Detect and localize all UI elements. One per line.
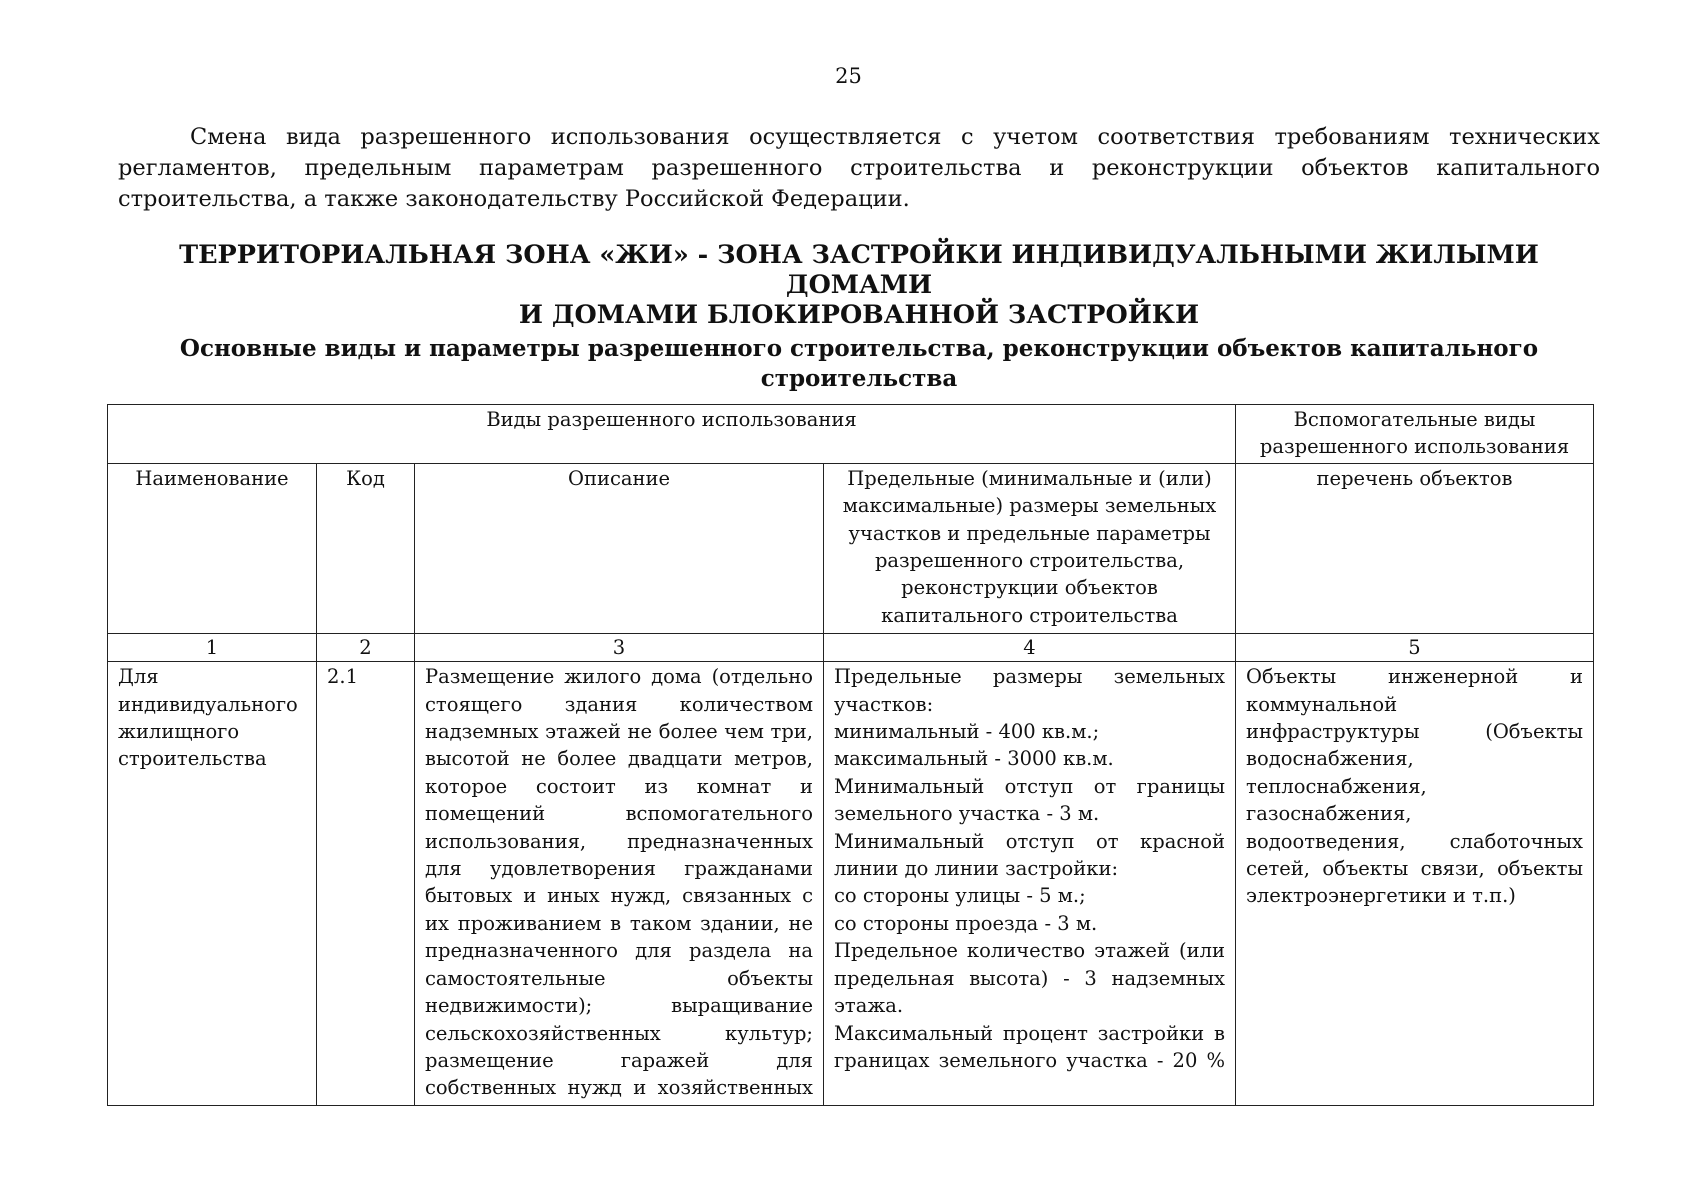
- description-line: которое состоит из комнат и: [425, 774, 813, 798]
- description-line: сельскохозяйственных культур;: [425, 1021, 813, 1045]
- table-row: [108, 662, 1594, 1106]
- regulations-table: [107, 404, 1594, 1106]
- limits-line: участков:: [834, 692, 934, 716]
- auxiliary-line: водоснабжения,: [1246, 747, 1414, 771]
- auxiliary-line: коммунальной: [1246, 692, 1398, 716]
- description-line: для удовлетворения гражданами: [425, 857, 813, 881]
- use-name-line: жилищного: [118, 720, 240, 744]
- header-auxiliary-uses: [1236, 405, 1594, 464]
- description-line: помещений вспомогательного: [425, 802, 813, 826]
- limits-line: границах земельного участка - 20 %: [834, 1048, 1225, 1072]
- intro-paragraph: Смена вида разрешенного использования осуществляется с учетом соответствия требованиям технических регламентов, предельным параметрам разрешенного строительства и реконструкции объектов капитального строительства, а также законодательству Российской Федерации.: [118, 124, 1600, 212]
- column-number: 4: [824, 633, 1236, 661]
- description-line: собственных нужд и хозяйственных: [425, 1076, 813, 1100]
- limits-cell: [824, 662, 1236, 1106]
- auxiliary-line: водоотведения, слаботочных: [1246, 829, 1583, 853]
- zone-title-line: И ДОМАМИ БЛОКИРОВАННОЙ ЗАСТРОЙКИ: [518, 300, 1200, 330]
- limits-line: со стороны проезда - 3 м.: [834, 911, 1098, 935]
- limits-line: Минимальный отступ от границы: [834, 774, 1225, 798]
- limits-line: Максимальный процент застройки в: [834, 1021, 1225, 1045]
- column-number: 1: [108, 633, 317, 661]
- limits-line: предельная высота) - 3 надземных: [834, 966, 1225, 990]
- auxiliary-line: сетей, объекты связи, объекты: [1246, 857, 1583, 881]
- zone-title-line: ТЕРРИТОРИАЛЬНАЯ ЗОНА «ЖИ» - ЗОНА ЗАСТРОЙКИ ИНДИВИДУАЛЬНЫМИ ЖИЛЫМИ ДОМАМИ: [179, 240, 1539, 300]
- description-line: самостоятельные объекты: [425, 966, 813, 990]
- header-description: Описание: [415, 463, 824, 633]
- auxiliary-objects-cell: [1236, 662, 1594, 1106]
- header-code: Код: [317, 463, 415, 633]
- description-cell: [415, 662, 824, 1106]
- description-line: бытовых и иных нужд, связанных с: [425, 884, 813, 908]
- limits-line: линии до линии застройки:: [834, 857, 1119, 881]
- limits-line: Предельное количество этажей (или: [834, 939, 1225, 963]
- limits-line: Минимальный отступ от красной: [834, 829, 1225, 853]
- column-number: 3: [415, 633, 824, 661]
- column-number: 5: [1236, 633, 1594, 661]
- header-object-list: перечень объектов: [1236, 463, 1594, 633]
- description-line: предназначенного для раздела на: [425, 939, 813, 963]
- limits-line: максимальный - 3000 кв.м.: [834, 747, 1114, 771]
- section-title: [118, 334, 1600, 394]
- auxiliary-line: теплоснабжения,: [1246, 774, 1427, 798]
- header-limits-line: разрешенного строительства,: [874, 549, 1185, 573]
- limits-line: земельного участка - 3 м.: [834, 802, 1100, 826]
- use-name-line: Для: [118, 665, 159, 689]
- limits-line: со стороны улицы - 5 м.;: [834, 884, 1086, 908]
- zone-title: [118, 240, 1600, 330]
- description-line: стоящего здания количеством: [425, 692, 813, 716]
- header-limits-line: максимальные) размеры земельных: [842, 494, 1217, 518]
- header-name: Наименование: [108, 463, 317, 633]
- header-limits-line: капитального строительства: [881, 603, 1178, 627]
- use-name-cell: [108, 662, 317, 1106]
- use-name-line: строительства: [118, 747, 267, 771]
- description-line: размещение гаражей для: [425, 1048, 813, 1072]
- header-limits-line: Предельные (минимальные и (или): [847, 466, 1212, 490]
- auxiliary-line: электроэнергетики и т.п.): [1246, 884, 1516, 908]
- auxiliary-line: Объекты инженерной и: [1246, 665, 1583, 689]
- description-line: высотой не более двадцати метров,: [425, 747, 813, 771]
- use-code-cell: 2.1: [317, 662, 415, 1106]
- section-title-line: строительства: [760, 365, 958, 392]
- header-auxiliary-line: Вспомогательные виды: [1293, 408, 1536, 431]
- section-title-line: Основные виды и параметры разрешенного строительства, реконструкции объектов капитального: [179, 335, 1539, 362]
- auxiliary-line: газоснабжения,: [1246, 802, 1412, 826]
- header-limits-line: реконструкции объектов: [901, 576, 1158, 600]
- page-number: 25: [835, 64, 862, 88]
- header-limits: [824, 463, 1236, 633]
- description-line: недвижимости); выращивание: [425, 994, 813, 1018]
- header-auxiliary-line: разрешенного использования: [1259, 435, 1570, 459]
- use-name-line: индивидуального: [118, 692, 298, 716]
- header-limits-line: участков и предельные параметры: [848, 521, 1211, 545]
- column-number: 2: [317, 633, 415, 661]
- description-line: их проживанием в таком здании, не: [425, 911, 813, 935]
- header-permitted-uses: Виды разрешенного использования: [108, 405, 1236, 464]
- description-line: использования, предназначенных: [425, 829, 813, 853]
- description-line: Размещение жилого дома (отдельно: [425, 665, 813, 689]
- limits-line: минимальный - 400 кв.м.;: [834, 720, 1100, 744]
- auxiliary-line: инфраструктуры (Объекты: [1246, 720, 1583, 744]
- limits-line: этажа.: [834, 994, 904, 1018]
- limits-line: Предельные размеры земельных: [834, 665, 1225, 689]
- description-line: надземных этажей не более чем три,: [425, 720, 813, 744]
